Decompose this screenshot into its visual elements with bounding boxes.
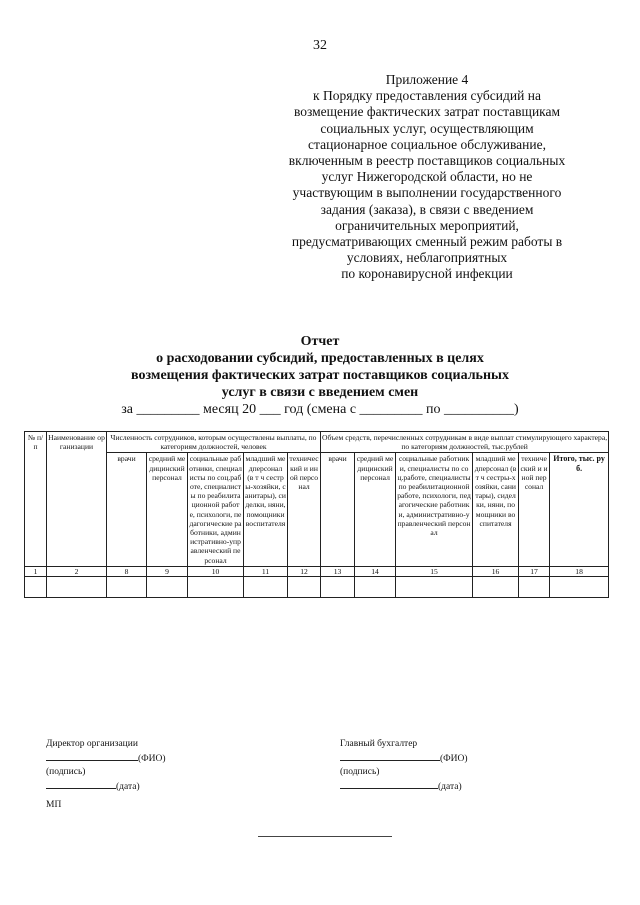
table-row bbox=[25, 577, 609, 598]
accountant-title: Главный бухгалтер bbox=[340, 739, 418, 749]
column-number: 14 bbox=[355, 566, 396, 576]
table-cell bbox=[25, 577, 47, 598]
appendix-line: участвующим в выполнении государственного bbox=[292, 185, 562, 201]
column-number: 16 bbox=[473, 566, 519, 576]
date-caption: (дата) bbox=[438, 782, 462, 792]
report-title-line: Отчет bbox=[300, 334, 340, 349]
report-title bbox=[0, 333, 640, 401]
group-headcount-header: Численность сотрудников, которым осуществлены выплаты, по категориям должностей, человек bbox=[107, 432, 321, 453]
table-cell bbox=[107, 577, 147, 598]
sub-technical-funds: технический и иной персонал bbox=[519, 453, 550, 566]
table-subheader-row bbox=[25, 453, 609, 566]
column-number: 10 bbox=[188, 566, 244, 576]
table-cell bbox=[147, 577, 188, 598]
column-number: 9 bbox=[147, 566, 188, 576]
appendix-header bbox=[262, 72, 592, 283]
appendix-line: ограничительных мероприятий, bbox=[335, 217, 519, 233]
table-cell bbox=[321, 577, 355, 598]
appendix-line: задания (заказа), в связи с введением bbox=[320, 201, 534, 217]
column-number: 12 bbox=[288, 566, 321, 576]
date-blank bbox=[340, 779, 438, 789]
report-title-line: услуг в связи с введением смен bbox=[221, 385, 419, 400]
appendix-line: услуг Нижегородской области, но не bbox=[321, 169, 533, 185]
column-number: 11 bbox=[244, 566, 288, 576]
sub-mid-medical: средний медицинский персонал bbox=[147, 453, 188, 566]
fio-blank bbox=[46, 751, 138, 761]
accountant-signature-block bbox=[340, 738, 468, 794]
table-header-row bbox=[25, 432, 609, 453]
sub-social-workers: социальные работники, специалисты по соц.работе, специалисты по реабилитационной работе, психологи, педагогические работники, административно-управленческий персонал bbox=[189, 454, 242, 565]
column-number: 2 bbox=[47, 566, 107, 576]
page-number: 32 bbox=[313, 38, 327, 53]
director-signature-caption: (подпись) bbox=[46, 767, 86, 777]
accountant-date-line bbox=[340, 779, 468, 794]
appendix-line: предусматривающих сменный режим работы в bbox=[291, 234, 563, 250]
column-number: 8 bbox=[107, 566, 147, 576]
date-caption: (дата) bbox=[116, 782, 140, 792]
stamp-placeholder: МП bbox=[46, 800, 62, 810]
table-cell bbox=[244, 577, 288, 598]
col-number-header: № п/п bbox=[25, 432, 47, 567]
column-number: 17 bbox=[519, 566, 550, 576]
accountant-signature-caption: (подпись) bbox=[340, 767, 380, 777]
sub-social-workers-funds: социальные работники, специалисты по соц.работе, специалисты по реабилитационной работе, психологи, педагогические работники, административно-управленческий персонал bbox=[396, 453, 473, 566]
table-cell bbox=[288, 577, 321, 598]
table-cell bbox=[550, 577, 609, 598]
appendix-line: включенным в реестр поставщиков социальных bbox=[288, 153, 566, 169]
appendix-line: условиях, неблагоприятных bbox=[346, 250, 508, 266]
appendix-line: Приложение 4 bbox=[385, 72, 469, 87]
column-number-row bbox=[25, 566, 609, 576]
sub-doctors: врачи bbox=[107, 453, 147, 566]
report-title-line: о расходовании субсидий, предоставленных в целях bbox=[156, 351, 484, 366]
sub-junior-medical: младший медперсонал (в т ч сестры-хозяйки, санитары), сиделки, няни, помощники воспитателя bbox=[244, 453, 288, 566]
report-table bbox=[24, 431, 609, 598]
col-organization-header: Наименование организации bbox=[47, 432, 107, 567]
footer-divider bbox=[258, 836, 392, 837]
director-date-line bbox=[46, 779, 166, 794]
fio-caption: (ФИО) bbox=[138, 754, 166, 764]
appendix-line: стационарное социальное обслуживание, bbox=[308, 136, 546, 152]
table-cell bbox=[47, 577, 107, 598]
appendix-line: к Порядку предоставления субсидий на bbox=[313, 88, 541, 104]
table-cell bbox=[396, 577, 473, 598]
column-number: 1 bbox=[25, 566, 47, 576]
director-fio-line bbox=[46, 751, 166, 766]
column-number: 13 bbox=[321, 566, 355, 576]
sub-doctors-funds: врачи bbox=[321, 453, 355, 566]
director-title: Директор организации bbox=[46, 739, 138, 749]
sub-technical: технический и иной персонал bbox=[288, 453, 321, 566]
sub-junior-medical-funds: младший медперсонал (в т ч сестры-хозяйки, санитары), сиделки, няни, помощники воспитателя bbox=[473, 453, 519, 566]
report-title-line: возмещения фактических затрат поставщиков социальных bbox=[131, 368, 509, 383]
fio-blank bbox=[340, 751, 440, 761]
accountant-fio-line bbox=[340, 751, 468, 766]
table-cell bbox=[473, 577, 519, 598]
sub-total: Итого, тыс. руб. bbox=[550, 453, 609, 566]
appendix-line: возмещение фактических затрат поставщикам bbox=[293, 104, 561, 120]
director-signature-block bbox=[46, 738, 166, 794]
table-cell bbox=[188, 577, 244, 598]
fio-caption: (ФИО) bbox=[440, 754, 468, 764]
appendix-line: социальных услуг, осуществляющим bbox=[320, 120, 534, 136]
report-period: за _________ месяц 20 ___ год (смена с _________ по __________) bbox=[121, 402, 519, 417]
table-cell bbox=[355, 577, 396, 598]
table-cell bbox=[519, 577, 550, 598]
group-funds-header: Объем средств, перечисленных сотрудникам в виде выплат стимулирующего характера, по категориям должностей, тыс.рублей bbox=[322, 433, 608, 452]
appendix-line: по коронавирусной инфекции bbox=[341, 266, 513, 282]
sub-mid-medical-funds: средний медицинский персонал bbox=[355, 453, 396, 566]
date-blank bbox=[46, 779, 116, 789]
column-number: 15 bbox=[396, 566, 473, 576]
column-number: 18 bbox=[550, 566, 609, 576]
